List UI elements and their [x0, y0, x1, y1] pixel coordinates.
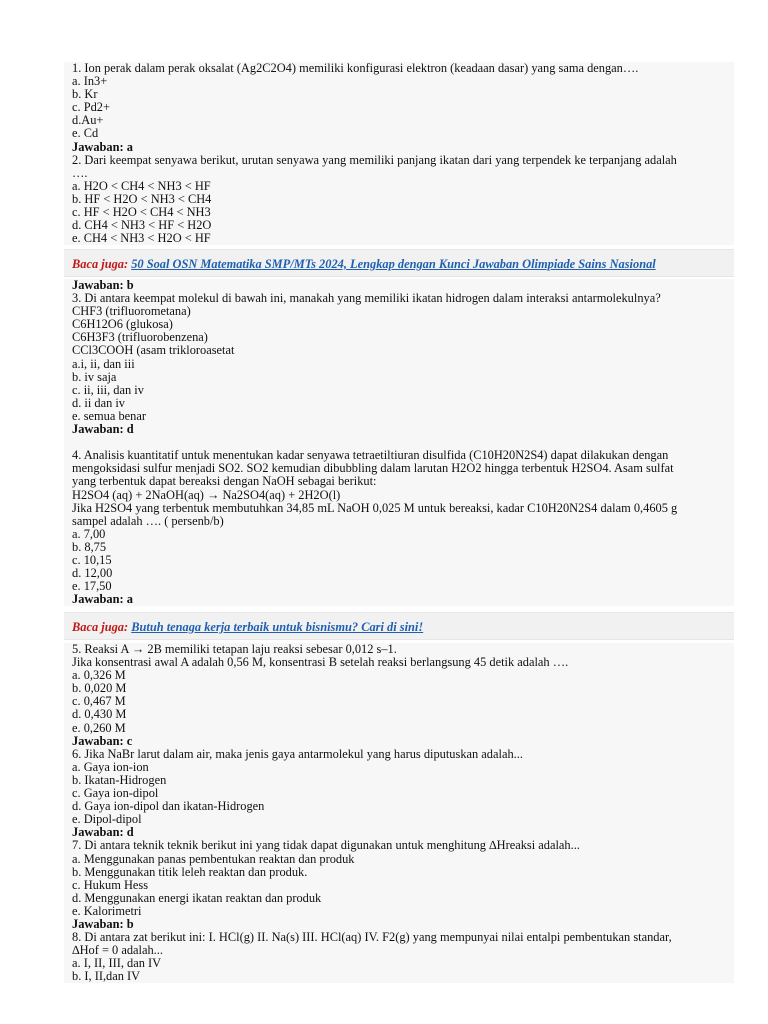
text-line: b. Kr: [72, 87, 98, 102]
question-text: 5. Reaksi A → 2B memiliki tetapan laju reaksi sebesar 0,012 s–1.: [72, 642, 397, 656]
text-line: a. I, II, III, dan IV: [72, 956, 162, 971]
answer-key: Jawaban: d: [72, 825, 134, 840]
text-line: b. iv saja: [72, 369, 117, 384]
answer-key: Jawaban: a: [72, 592, 133, 607]
read-also-link[interactable]: 50 Soal OSN Matematika SMP/MTs 2024, Lengkap dengan Kunci Jawaban Olimpiade Sains Nasional: [131, 257, 656, 271]
text-line: d. Menggunakan energi ikatan reaktan dan produk: [72, 890, 322, 905]
text-line: b. 8,75: [72, 539, 107, 554]
text-line: ….: [72, 165, 88, 180]
text-line: d.Au+: [72, 113, 104, 128]
text-line: b. I, II,dan IV: [72, 969, 141, 984]
text-line: d. CH4 < NH3 < HF < H2O: [72, 218, 212, 233]
question-text: 1. Ion perak dalam perak oksalat (Ag2C2O4) memiliki konfigurasi elektron (keadaan dasar) yang sama dengan….: [72, 61, 639, 75]
text-line: a. Menggunakan panas pembentukan reaktan dan produk: [72, 851, 355, 866]
question-text: 2. Dari keempat senyawa berikut, urutan senyawa yang memiliki panjang ikatan dari yang terpendek ke terpanjang adalah: [72, 152, 677, 167]
question-block-5-8: [64, 643, 734, 983]
answer-key: Jawaban: b: [72, 278, 134, 292]
text-line: d. 12,00: [72, 566, 113, 581]
read-also-label: Baca juga:: [72, 620, 129, 634]
text-line: C6H3F3 (trifluorobenzena): [72, 330, 208, 345]
text-line: c. HF < H2O < CH4 < NH3: [72, 205, 211, 220]
read-also-banner-1: [64, 249, 734, 277]
text-line: b. Menggunakan titik leleh reaktan dan produk.: [72, 864, 308, 879]
question-text: 4. Analisis kuantitatif untuk menentukan kadar senyawa tetraetiltiuran disulfida (C10H20N2S4) dapat dilakukan dengan: [72, 448, 669, 463]
text-line: C6H12O6 (glukosa): [72, 317, 173, 332]
text-line: b. Ikatan-Hidrogen: [72, 772, 167, 787]
text-line: yang terbentuk dapat bereaksi dengan NaOH sebagai berikut:: [72, 474, 377, 489]
answer-key: Jawaban: a: [72, 139, 133, 154]
text-line: d. ii dan iv: [72, 395, 125, 410]
text-line: b. 0,020 M: [72, 681, 127, 696]
answer-key: Jawaban: b: [72, 916, 134, 931]
text-line: a.i, ii, dan iii: [72, 356, 135, 371]
text-line: a. In3+: [72, 74, 108, 89]
text-line: a. 0,326 M: [72, 668, 126, 683]
answer-key: Jawaban: c: [72, 733, 133, 748]
text-line: e. semua benar: [72, 408, 146, 423]
text-line: mengoksidasi sulfur menjadi SO2. SO2 kemudian dibubbling dalam larutan H2O2 hingga terbentuk H2SO4. Asam sulfat: [72, 461, 674, 476]
text-line: e. Cd: [72, 126, 99, 141]
text-line: CHF3 (trifluorometana): [72, 304, 191, 319]
question-block-1-2: [64, 62, 734, 245]
text-line: ∆Hof = 0 adalah...: [72, 943, 163, 958]
text-line: Jika H2SO4 yang terbentuk membutuhkan 34,85 mL NaOH 0,025 M untuk bereaksi, kadar C10H20N2S4 dalam 0,4605 g: [72, 500, 678, 515]
text-line: b. HF < H2O < NH3 < CH4: [72, 191, 212, 206]
text-line: c. 0,467 M: [72, 694, 126, 709]
text-line: e. CH4 < NH3 < H2O < HF: [72, 231, 211, 246]
text-line: c. Hukum Hess: [72, 877, 149, 892]
read-also-label: Baca juga:: [72, 257, 129, 271]
read-also-banner-2: [64, 612, 734, 640]
text-line: c. 10,15: [72, 552, 112, 567]
question-text: 6. Jika NaBr larut dalam air, maka jenis gaya antarmolekul yang harus diputuskan adalah...: [72, 746, 523, 761]
question-text: 7. Di antara teknik teknik berikut ini yang tidak dapat digunakan untuk menghitung ∆Hreaksi adalah...: [72, 838, 580, 853]
question-block-3-4: [64, 279, 734, 606]
text-line: a. Gaya ion-ion: [72, 759, 149, 774]
text-line: sampel adalah …. ( persenb/b): [72, 513, 224, 528]
question-text: 8. Di antara zat berikut ini: I. HCl(g) II. Na(s) III. HCl(aq) IV. F2(g) yang mempunyai nilai entalpi pembentukan standar,: [72, 930, 672, 945]
text-line: c. Gaya ion-dipol: [72, 786, 159, 801]
text-line: a. H2O < CH4 < NH3 < HF: [72, 178, 211, 193]
text-line: d. 0,430 M: [72, 707, 127, 722]
answer-key: Jawaban: d: [72, 422, 134, 437]
text-line: Jika konsentrasi awal A adalah 0,56 M, konsentrasi B setelah reaksi berlangsung 45 detik adalah ….: [72, 655, 569, 670]
text-line: a. 7,00: [72, 526, 106, 541]
text-line: e. 0,260 M: [72, 720, 126, 735]
text-line: H2SO4 (aq) + 2NaOH(aq) → Na2SO4(aq) + 2H2O(l): [72, 487, 341, 502]
read-also-link[interactable]: Butuh tenaga kerja terbaik untuk bisnismu? Cari di sini!: [131, 620, 424, 634]
question-text: 3. Di antara keempat molekul di bawah ini, manakah yang memiliki ikatan hidrogen dalam interaksi antarmolekulnya?: [72, 291, 661, 306]
text-line: e. Dipol-dipol: [72, 812, 142, 827]
text-line: c. ii, iii, dan iv: [72, 382, 144, 397]
text-line: c. Pd2+: [72, 100, 110, 115]
text-line: e. 17,50: [72, 579, 112, 594]
text-line: d. Gaya ion-dipol dan ikatan-Hidrogen: [72, 799, 265, 814]
text-line: e. Kalorimetri: [72, 903, 142, 918]
text-line: CCl3COOH (asam trikloroasetat: [72, 343, 235, 358]
